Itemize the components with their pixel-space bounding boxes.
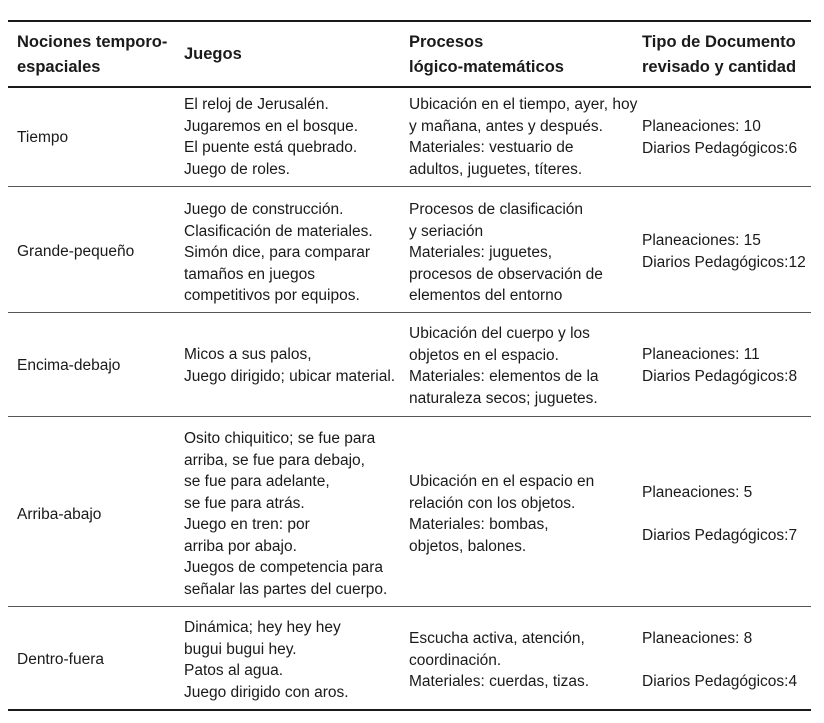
table-row-docs: Planeaciones: 5 Diarios Pedagógicos:7 bbox=[642, 484, 798, 544]
table-top-rule bbox=[8, 20, 811, 22]
table-row-notion: Grande-pequeño bbox=[17, 243, 135, 260]
table-row-processes: Ubicación en el tiempo, ayer, hoy y mañana, antes y después. Materiales: vestuario de adultos, juguetes, títeres. bbox=[409, 96, 638, 178]
table-bottom-rule bbox=[8, 709, 811, 711]
table-row-games: Osito chiquitico; se fue para arriba, se fue para debajo, se fue para adelante, se fue para atrás. Juego en tren: por arriba por abajo. Juegos de competencia para señalar las partes del cuerpo. bbox=[184, 430, 388, 598]
table-row-docs: Planeaciones: 11 Diarios Pedagógicos:8 bbox=[642, 346, 798, 385]
table-row-docs: Planeaciones: 10 Diarios Pedagógicos:6 bbox=[642, 118, 798, 157]
row-divider bbox=[8, 606, 811, 607]
table-row-processes: Escucha activa, atención, coordinación. Materiales: cuerdas, tizas. bbox=[409, 630, 590, 690]
table-row-notion: Encima-debajo bbox=[17, 357, 121, 374]
header-notions: Nociones temporo- espaciales bbox=[17, 33, 168, 76]
table-row-processes: Procesos de clasificación y seriación Materiales: juguetes, procesos de observación de elementos del entorno bbox=[409, 201, 603, 304]
table-row-games: Micos a sus palos, Juego dirigido; ubicar material. bbox=[184, 346, 396, 385]
table-row-games: Juego de construcción. Clasificación de materiales. Simón dice, para comparar tamaños en juegos competitivos por equipos. bbox=[184, 201, 373, 304]
row-divider bbox=[8, 186, 811, 187]
row-divider bbox=[8, 416, 811, 417]
header-doc-type: Tipo de Documento revisado y cantidad bbox=[642, 33, 797, 76]
header-processes: Procesos lógico-matemáticos bbox=[409, 33, 564, 76]
table-row-notion: Tiempo bbox=[17, 129, 69, 146]
row-divider bbox=[8, 312, 811, 313]
table-row-docs: Planeaciones: 15 Diarios Pedagógicos:12 bbox=[642, 232, 806, 271]
table-row-processes: Ubicación del cuerpo y los objetos en el espacio. Materiales: elementos de la naturaleza secos; juguetes. bbox=[409, 325, 599, 407]
header-bottom-rule bbox=[8, 86, 811, 88]
table-row-games: El reloj de Jerusalén. Jugaremos en el bosque. El puente está quebrado. Juego de roles. bbox=[184, 96, 359, 178]
header-games: Juegos bbox=[184, 45, 242, 63]
table-row-docs: Planeaciones: 8 Diarios Pedagógicos:4 bbox=[642, 630, 798, 690]
table-row-notion: Dentro-fuera bbox=[17, 651, 105, 668]
table-row-notion: Arriba-abajo bbox=[17, 506, 102, 523]
table-row-games: Dinámica; hey hey hey bugui bugui hey. Patos al agua. Juego dirigido con aros. bbox=[184, 619, 349, 701]
table-row-processes: Ubicación en el espacio en relación con los objetos. Materiales: bombas, objetos, balones. bbox=[409, 473, 595, 555]
